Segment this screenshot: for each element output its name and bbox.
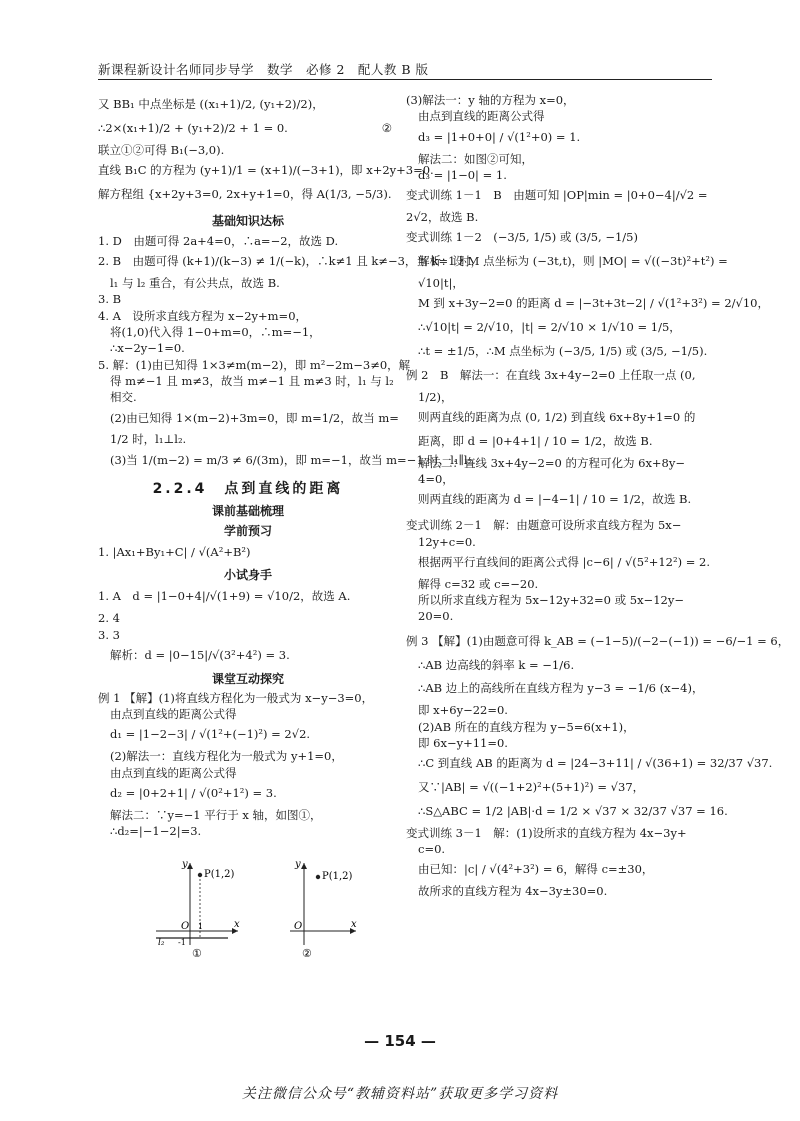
answer-line: 3. 3: [98, 627, 120, 642]
variant-line: 变式训练 2－1 解：由题意可设所求直线方程为 5x−: [406, 518, 682, 533]
text-line: d₃ = |1−0| = 1.: [418, 167, 507, 182]
heading-pre-class: 课前基础梳理: [211, 503, 284, 518]
coordinate-figures: [98, 845, 398, 957]
text-line: 联立①②可得 B₁(−3,0).: [98, 142, 225, 157]
y-axis-label: y: [182, 859, 188, 871]
figure-caption: ①: [192, 947, 202, 958]
answer-line: 得 m≠−1 且 m≠3，故当 m≠−1 且 m≠3 时，l₁ 与 l₂: [110, 373, 394, 388]
example-line: 例 3 【解】(1)由题意可得 k_AB = (−1−5)/(−2−(−1)) = −6/−1 = 6，: [406, 633, 790, 648]
example-line: d₁ = |1−2−3| / √(1²+(−1)²) = 2√2.: [110, 727, 311, 742]
variant-line: 解析：设 M 点坐标为 (−3t,t)，则 |MO| = √((−3t)²+t²) =: [418, 254, 728, 269]
point-label: P(1,2): [204, 869, 235, 881]
page-header: 新课程新设计名师同步导学 数学 必修 2 配人教 B 版: [98, 62, 429, 77]
variant-line: c=0.: [418, 842, 446, 857]
example-line: 又∵|AB| = √((−1+2)²+(5+1)²) = √37，: [418, 780, 645, 795]
x-axis-label: x: [351, 919, 357, 931]
example-line: (2)AB 所在的直线方程为 y−5=6(x+1)，: [418, 719, 635, 734]
heading-preview: 学前预习: [223, 523, 272, 538]
right-column: [406, 92, 790, 900]
answer-line: 2. 4: [98, 611, 120, 626]
example-line: 例 1 【解】(1)将直线方程化为一般式为 x−y−3=0，: [98, 690, 374, 705]
heading-class-explore: 课堂互动探究: [211, 671, 284, 686]
answer-line: 将(1,0)代入得 1−0+m=0，∴m=−1，: [110, 324, 321, 339]
variant-line: 12y+c=0.: [418, 534, 476, 549]
example-line: ∴d₂=|−1−2|=3.: [110, 824, 202, 839]
example-line: 4=0，: [418, 472, 454, 487]
variant-line: 变式训练 1－2 (−3/5, 1/5) 或 (3/5, −1/5): [406, 230, 638, 245]
footer-note: 关注微信公众号“教辅资料站”获取更多学习资料: [241, 1086, 559, 1102]
variant-line: √10|t|，: [418, 276, 464, 291]
variant-line: 变式训练 1－1 B 由题可知 |OP|min = |0+0−4|/√2 =: [406, 188, 708, 203]
page-number: — 154 —: [364, 1032, 436, 1050]
text-line: d₃ = |1+0+0| / √(1²+0) = 1.: [418, 129, 581, 144]
equation-number: ②: [381, 120, 392, 135]
tick-label-one: 1: [198, 922, 204, 932]
point-p: [198, 873, 202, 877]
text-line: ∴2×(x₁+1)/2 + (y₁+2)/2 + 1 = 0. ②: [98, 118, 398, 140]
example-line: 则两直线的距离为 d = |−4−1| / 10 = 1/2，故选 B.: [418, 492, 692, 507]
answer-line: 1/2 时，l₁⊥l₂.: [110, 432, 187, 447]
example-line: 由点到直线的距离公式得: [110, 707, 237, 722]
example-line: 1/2)，: [418, 389, 453, 404]
formula-line: 1. |Ax₁+By₁+C| / √(A²+B²): [98, 544, 251, 559]
answer-line: 2. B 由题可得 (k+1)/(k−3) ≠ 1/(−k)，∴k≠1 且 k≠−3，当 k=1 时，: [98, 254, 483, 269]
origin-label: O: [181, 921, 190, 933]
example-line: 例 2 B 解法一：在直线 3x+4y−2=0 上任取一点 (0,: [406, 367, 696, 382]
variant-line: 20=0.: [418, 609, 454, 624]
variant-line: 所以所求直线方程为 5x−12y+32=0 或 5x−12y−: [418, 593, 684, 608]
answer-line: ∴x−2y−1=0.: [110, 341, 185, 356]
variant-line: 解得 c=32 或 c=−20.: [418, 576, 539, 591]
example-line: ∴C 到直线 AB 的距离为 d = |24−3+11| / √(36+1) = 32/37 √37.: [418, 756, 773, 771]
example-line: ∴AB 边上的高线所在直线方程为 y−3 = −1/6 (x−4)，: [418, 681, 704, 696]
text-line: (3)解法一：y 轴的方程为 x=0，: [406, 93, 575, 107]
example-line: 距离，即 d = |0+4+1| / 10 = 1/2，故选 B.: [418, 433, 653, 448]
header-rule: [98, 79, 712, 80]
point-label: P(1,2): [322, 871, 353, 883]
answer-line: l₁ 与 l₂ 重合，有公共点，故选 B.: [110, 275, 280, 290]
answer-line: 1. A d = |1−0+4|/√(1+9) = √10/2，故选 A.: [98, 589, 351, 604]
variant-line: ∴t = ±1/5，∴M 点坐标为 (−3/5, 1/5) 或 (3/5, −1/5).: [418, 344, 708, 359]
variant-line: 变式训练 3－1 解：(1)设所求的直线方程为 4x−3y+: [406, 825, 687, 840]
figure-one: [156, 859, 240, 957]
text-line: 解法二：如图②可知，: [418, 151, 533, 166]
chapter-title: 2.2.4 点到直线的距离: [152, 480, 344, 497]
example-line: 即 6x−y+11=0.: [418, 735, 508, 750]
figure-caption: ②: [302, 947, 312, 958]
example-line: 则两直线的距离为点 (0, 1/2) 到直线 6x+8y+1=0 的: [418, 410, 696, 425]
answer-line: 1. D 由题可得 2a+4=0，∴a=−2，故选 D.: [98, 233, 339, 248]
answer-line: 4. A 设所求直线方程为 x−2y+m=0，: [98, 308, 308, 323]
variant-line: 由已知：|c| / √(4²+3²) = 6，解得 c=±30，: [418, 862, 654, 877]
line-label: l₂: [158, 938, 165, 949]
text-line: 直线 B₁C 的方程为 (y+1)/1 = (x+1)/(−3+1)，即 x+2y+3=0.: [98, 163, 434, 178]
section-heading-basic: 基础知识达标: [211, 213, 284, 228]
example-line: d₂ = |0+2+1| / √(0²+1²) = 3.: [110, 785, 277, 800]
y-axis-label: y: [295, 859, 301, 871]
example-line: 由点到直线的距离公式得: [110, 765, 237, 780]
example-line: 解法二：∵y=−1 平行于 x 轴，如图①，: [110, 807, 322, 822]
answer-line: 5. 解：(1)由已知得 1×3≠m(m−2)，即 m²−2m−3≠0，解: [98, 357, 411, 372]
answer-line: 解析：d = |0−15|/√(3²+4²) = 3.: [110, 647, 290, 662]
answer-line: 3. B: [98, 292, 122, 307]
text-line: 解方程组 {x+2y+3=0, 2x+y+1=0，得 A(1/3, −5/3).: [98, 186, 392, 201]
variant-line: M 到 x+3y−2=0 的距离 d = |−3t+3t−2| / √(1²+3²) = 2/√10，: [418, 296, 769, 311]
variant-line: 故所求的直线方程为 4x−3y±30=0.: [418, 884, 608, 899]
example-line: 解法二：直线 3x+4y−2=0 的方程可化为 6x+8y−: [418, 455, 686, 470]
y-axis-arrow: [301, 863, 307, 869]
x-axis-label: x: [234, 919, 240, 931]
example-line: ∴AB 边高线的斜率 k = −1/6.: [418, 657, 575, 672]
tick-label-neg-one: -1: [178, 938, 186, 948]
text-line: 由点到直线的距离公式得: [418, 109, 545, 124]
example-line: 即 x+6y−22=0.: [418, 703, 508, 718]
text-line: 又 BB₁ 中点坐标是 ((x₁+1)/2, (y₁+2)/2)，: [98, 97, 324, 111]
origin-label: O: [294, 921, 303, 933]
variant-line: 2√2，故选 B.: [406, 210, 479, 224]
answer-line: 相交.: [110, 390, 137, 405]
figures-row: [98, 845, 398, 957]
figure-two: [290, 859, 357, 957]
heading-small-test: 小试身手: [223, 568, 272, 583]
answer-line: (3)当 1/(m−2) = m/3 ≠ 6/(3m)，即 m=−1，故当 m=−1 时，l₁∥l₂.: [110, 452, 476, 467]
point-p: [316, 875, 320, 879]
answer-line: (2)由已知得 1×(m−2)+3m=0，即 m=1/2，故当 m=: [110, 410, 399, 425]
y-axis-arrow: [187, 863, 193, 869]
variant-line: ∴√10|t| = 2/√10，|t| = 2/√10 × 1/√10 = 1/5，: [418, 320, 681, 335]
example-line: ∴S△ABC = 1/2 |AB|·d = 1/2 × √37 × 32/37 √37 = 16.: [418, 803, 728, 818]
variant-line: 根据两平行直线间的距离公式得 |c−6| / √(5²+12²) = 2.: [418, 554, 711, 569]
example-line: (2)解法一：直线方程化为一般式为 y+1=0，: [110, 749, 343, 764]
